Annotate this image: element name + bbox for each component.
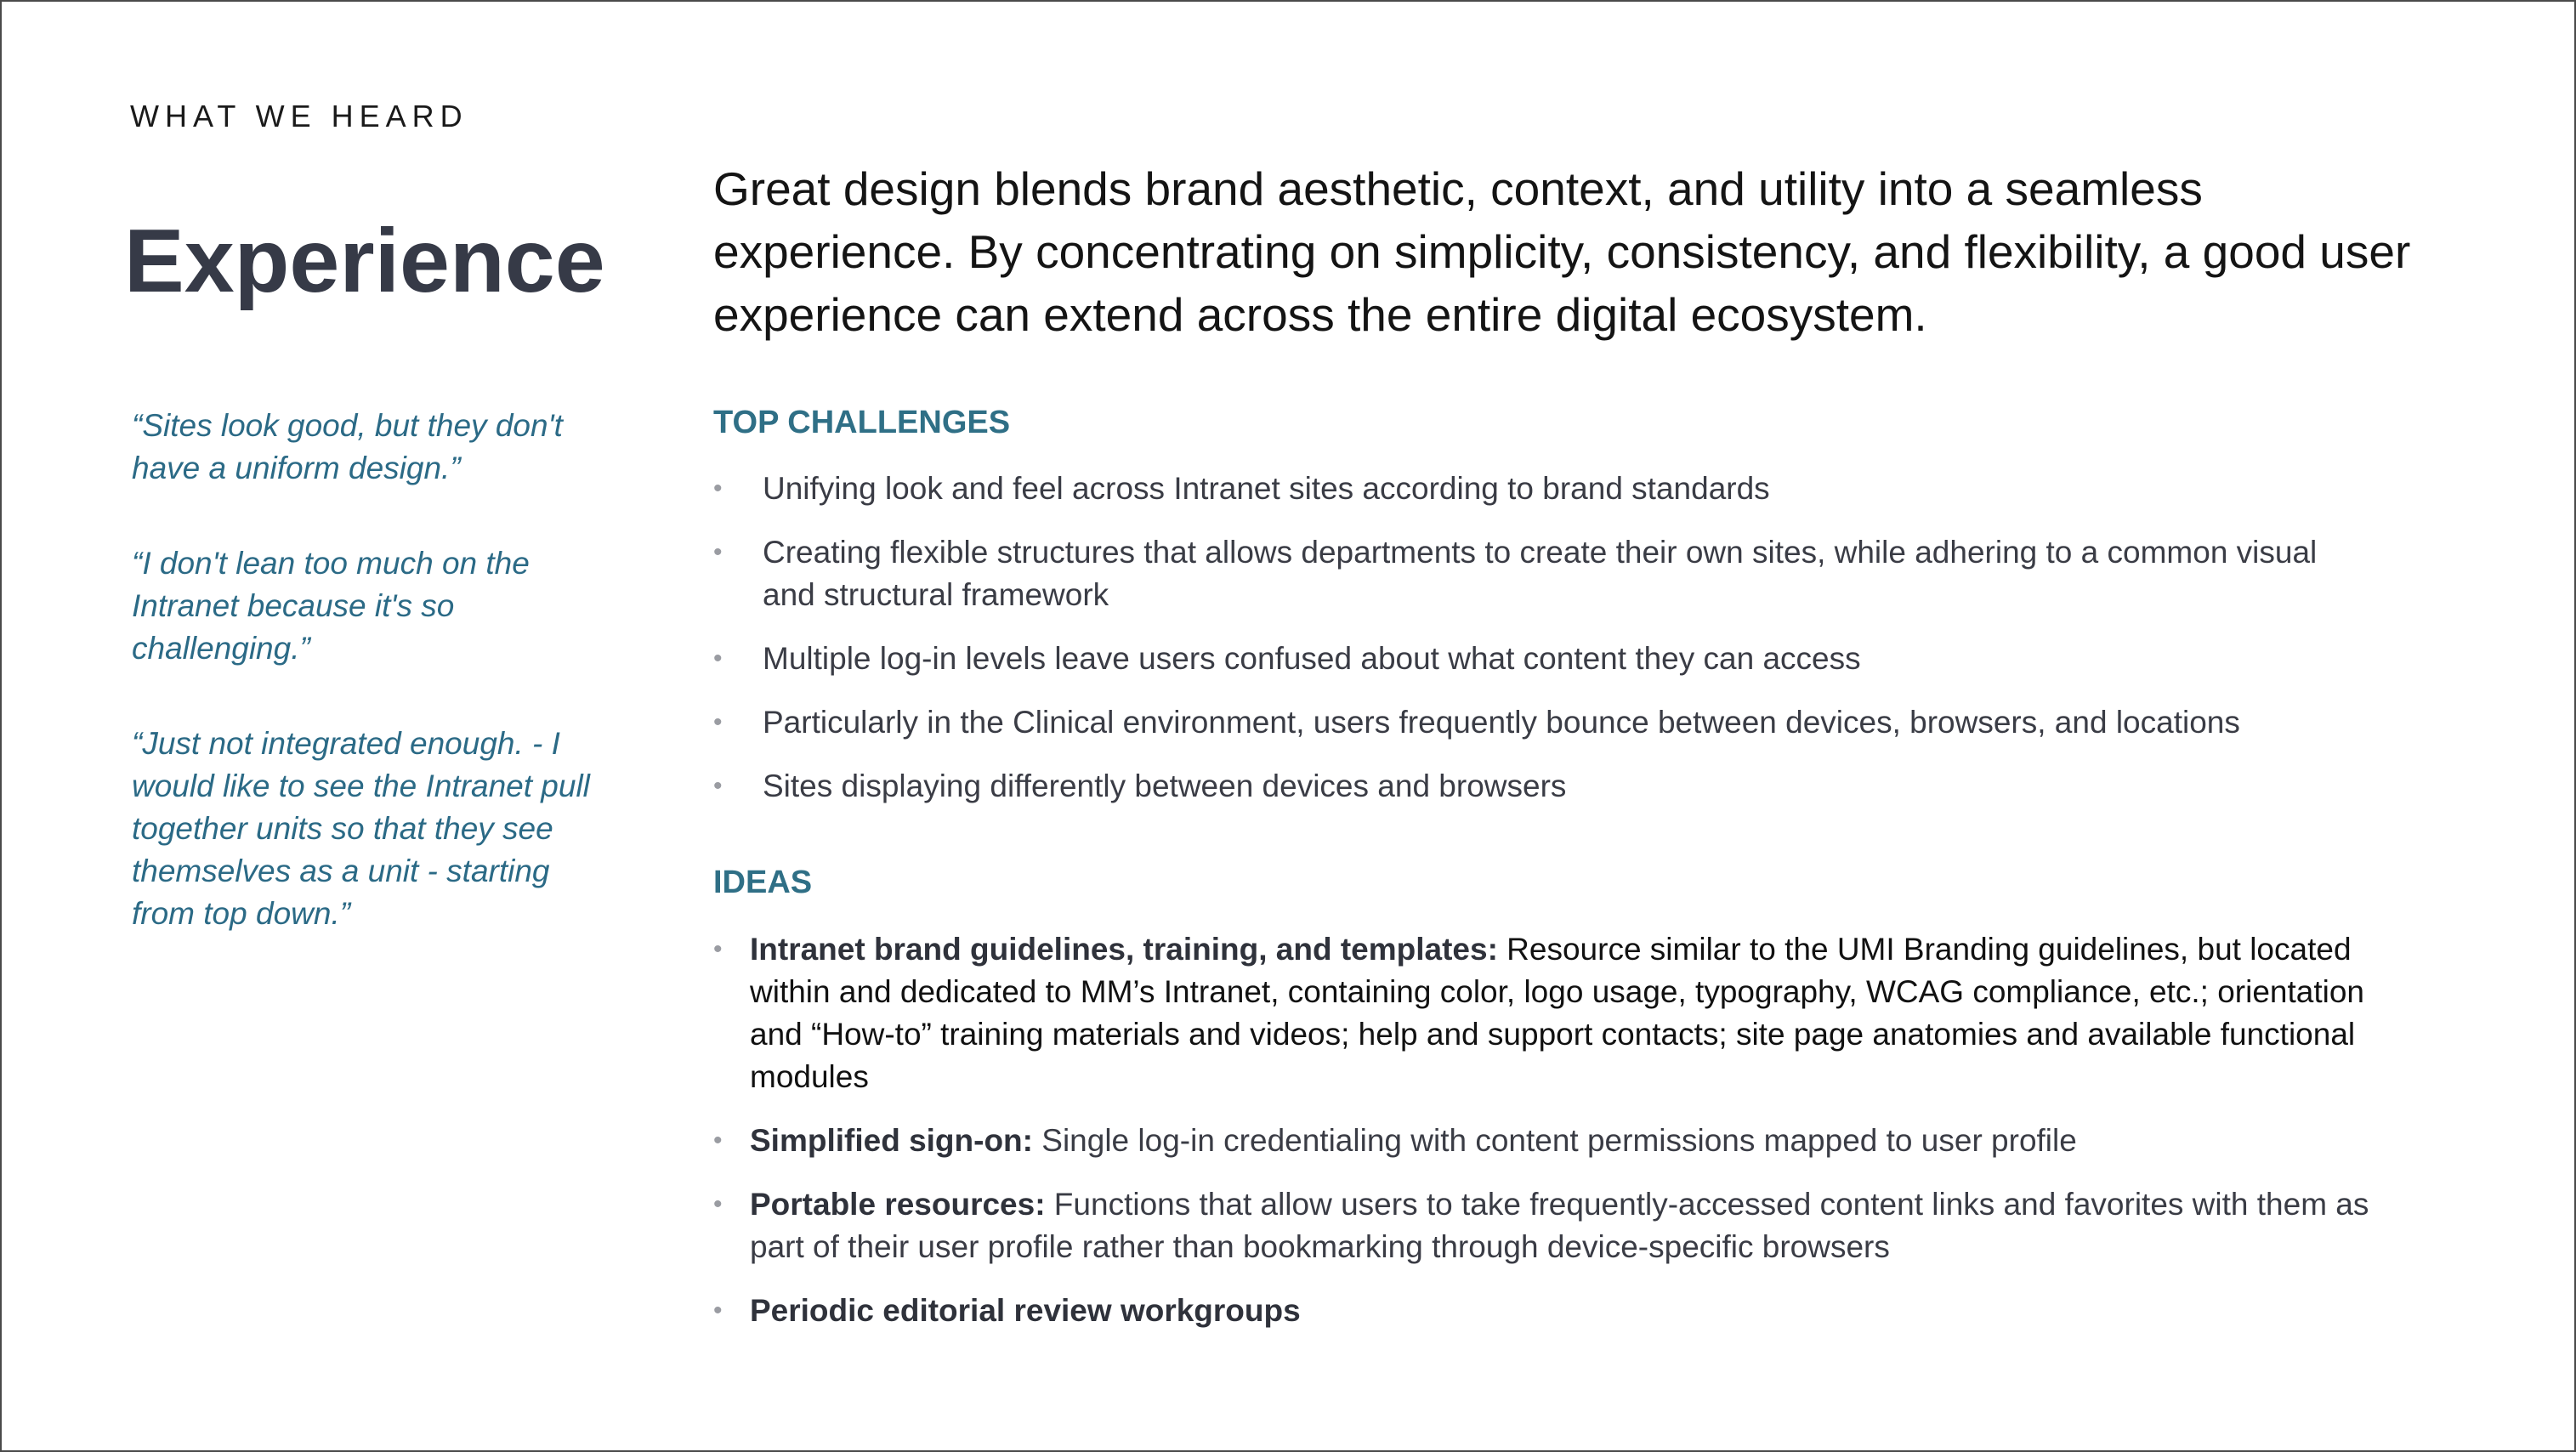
- idea-body: Resource similar to the UMI Branding guidelines, but located within and dedicated to MM’s Intranet, containing color, logo usage, typography, WCAG compliance, etc.; orientation and “How-to” training materials and videos; help and support contacts; site page anatomies and available functional modules: [750, 932, 2365, 1094]
- idea-title: Intranet brand guidelines, training, and templates:: [750, 932, 1498, 967]
- idea-body: Single log-in credentialing with content permissions mapped to user profile: [1032, 1123, 2077, 1158]
- bullet-icon: •: [713, 708, 723, 736]
- list-item: [713, 468, 2329, 510]
- idea-body: Functions that allow users to take frequently-accessed content links and favorites with them as part of their user profile rather than bookmarking through device-specific browsers: [750, 1187, 2369, 1264]
- quote: “Sites look good, but they don't have a uniform design.”: [132, 408, 563, 485]
- intro-paragraph: Great design blends brand aesthetic, context, and utility into a seamless experience. By concentrating on simplicity, consistency, and flexibility, a good user experience can extend across the entire digital ecosystem.: [713, 162, 2411, 341]
- bullet-icon: •: [713, 538, 723, 566]
- eyebrow-label: WHAT WE HEARD: [130, 99, 468, 133]
- challenge-text: Multiple log-in levels leave users confused about what content they can access: [763, 641, 1861, 676]
- challenge-text: Particularly in the Clinical environment, users frequently bounce between devices, browsers, and locations: [763, 705, 2240, 740]
- bullet-icon: •: [713, 1190, 723, 1218]
- ideas-heading: IDEAS: [713, 865, 813, 900]
- list-item: [713, 638, 2329, 680]
- idea-title: Periodic editorial review workgroups: [750, 1293, 1301, 1328]
- list-item: [713, 701, 2329, 744]
- idea-title: Portable resources:: [750, 1187, 1046, 1222]
- challenge-text: Creating flexible structures that allows departments to create their own sites, while adhering to a common visual and structural framework: [763, 535, 2318, 612]
- page-title: Experience: [124, 211, 605, 311]
- challenges-list: [713, 468, 2329, 829]
- list-item: [713, 765, 2329, 808]
- bullet-icon: •: [713, 772, 723, 800]
- challenge-text: Sites displaying differently between devices and browsers: [763, 769, 1567, 803]
- quote: “I don't lean too much on the Intranet because it's so challenging.”: [132, 546, 530, 666]
- quotes-column: [132, 405, 591, 988]
- bullet-icon: •: [713, 935, 723, 963]
- ideas-list: [713, 928, 2405, 1353]
- bullet-icon: •: [713, 474, 723, 502]
- bullet-icon: •: [713, 644, 723, 672]
- quote: “Just not integrated enough. - I would like to see the Intranet pull together units so that they see themselves as a unit - starting from top down.”: [132, 726, 590, 931]
- top-challenges-heading: TOP CHALLENGES: [713, 405, 1011, 440]
- list-item: [713, 1290, 2405, 1332]
- challenge-text: Unifying look and feel across Intranet sites according to brand standards: [763, 471, 1770, 506]
- list-item: [713, 1120, 2405, 1162]
- bullet-icon: •: [713, 1126, 723, 1154]
- list-item: [713, 1183, 2405, 1268]
- list-item: [713, 928, 2405, 1098]
- list-item: [713, 531, 2329, 616]
- idea-title: Simplified sign-on:: [750, 1123, 1033, 1158]
- bullet-icon: •: [713, 1296, 723, 1324]
